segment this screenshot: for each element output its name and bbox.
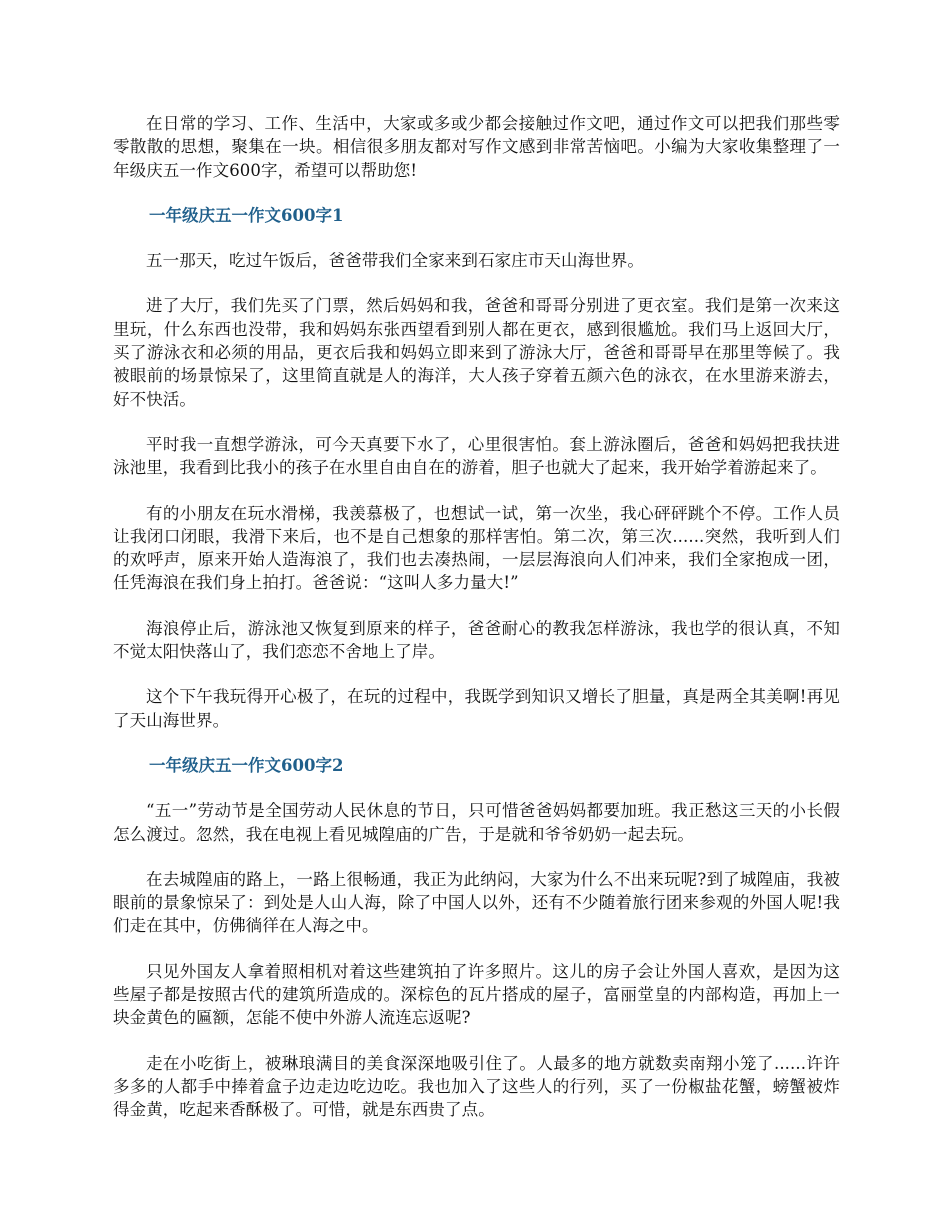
body-paragraph: 这个下午我玩得开心极了，在玩的过程中，我既学到知识又增长了胆量，真是两全其美啊!再见了天山海世界。 [113,687,840,730]
section-heading: 一年级庆五一作文600字2 [149,755,344,775]
body-paragraph: 五一那天，吃过午饭后，爸爸带我们全家来到石家庄市天山海世界。 [146,251,644,271]
intro-paragraph: 在日常的学习、工作、生活中，大家或多或少都会接触过作文吧，通过作文可以把我们那些零零散散的思想，聚集在一块。相信很多朋友都对写作文感到非常苦恼吧。小编为大家收集整理了一年级庆五一作文600字，希望可以帮助您! [113,114,840,180]
section-heading: 一年级庆五一作文600字1 [149,205,344,225]
body-paragraph: “五一”劳动节是全国劳动人民休息的节日，只可惜爸爸妈妈都要加班。我正愁这三天的小长假怎么渡过。忽然，我在电视上看见城隍庙的广告，于是就和爷爷奶奶一起去玩。 [113,801,840,844]
body-paragraph: 只见外国友人拿着照相机对着这些建筑拍了许多照片。这儿的房子会让外国人喜欢，是因为这些屋子都是按照古代的建筑所造成的。深棕色的瓦片搭成的屋子，富丽堂皇的内部构造，再加上一块金黄色的匾额，怎能不使中外游人流连忘返呢? [113,961,840,1028]
body-paragraph: 进了大厅，我们先买了门票，然后妈妈和我，爸爸和哥哥分别进了更衣室。我们是第一次来这里玩，什么东西也没带，我和妈妈东张西望看到别人都在更衣，感到很尴尬。我们马上返回大厅，买了游泳衣和必须的用品，更衣后我和妈妈立即来到了游泳大厅，爸爸和哥哥早在那里等候了。我被眼前的场景惊呆了，这里简直就是人的海洋，大人孩子穿着五颜六色的泳衣，在水里游来游去，好不快活。 [113,296,840,409]
body-paragraph: 有的小朋友在玩水滑梯，我羡慕极了，也想试一试，第一次坐，我心砰砰跳个不停。工作人员让我闭口闭眼，我滑下来后，也不是自己想象的那样害怕。第二次，第三次......突然，我听到人们的欢呼声，原来开始人造海浪了，我们也去凑热闹，一层层海浪向人们冲来，我们全家抱成一团，任凭海浪在我们身上拍打。爸爸说：“这叫人多力量大!” [113,503,840,593]
body-paragraph: 海浪停止后，游泳池又恢复到原来的样子，爸爸耐心的教我怎样游泳，我也学的很认真，不知不觉太阳快落山了，我们恋恋不舍地上了岸。 [113,618,840,662]
body-paragraph: 走在小吃街上，被琳琅满目的美食深深地吸引住了。人最多的地方就数卖南翔小笼了......许许多多的人都手中捧着盒子边走边吃边吃。我也加入了这些人的行列，买了一份椒盐花蟹，螃蟹被炸得金黄，吃起来香酥极了。可惜，就是东西贵了点。 [113,1053,841,1120]
section-2 [113,754,840,1122]
section-1 [113,204,840,732]
body-paragraph: 平时我一直想学游泳，可今天真要下水了，心里很害怕。套上游泳圈后，爸爸和妈妈把我扶进泳池里，我看到比我小的孩子在水里自由自在的游着，胆子也就大了起来，我开始学着游起来了。 [113,434,840,478]
article-body [113,112,840,1144]
body-paragraph: 在去城隍庙的路上，一路上很畅通，我正为此纳闷，大家为什么不出来玩呢?到了城隍庙，我被眼前的景象惊呆了：到处是人山人海，除了中国人以外，还有不少随着旅行团来参观的外国人呢!我们走在其中，仿佛徜徉在人海之中。 [113,869,840,936]
